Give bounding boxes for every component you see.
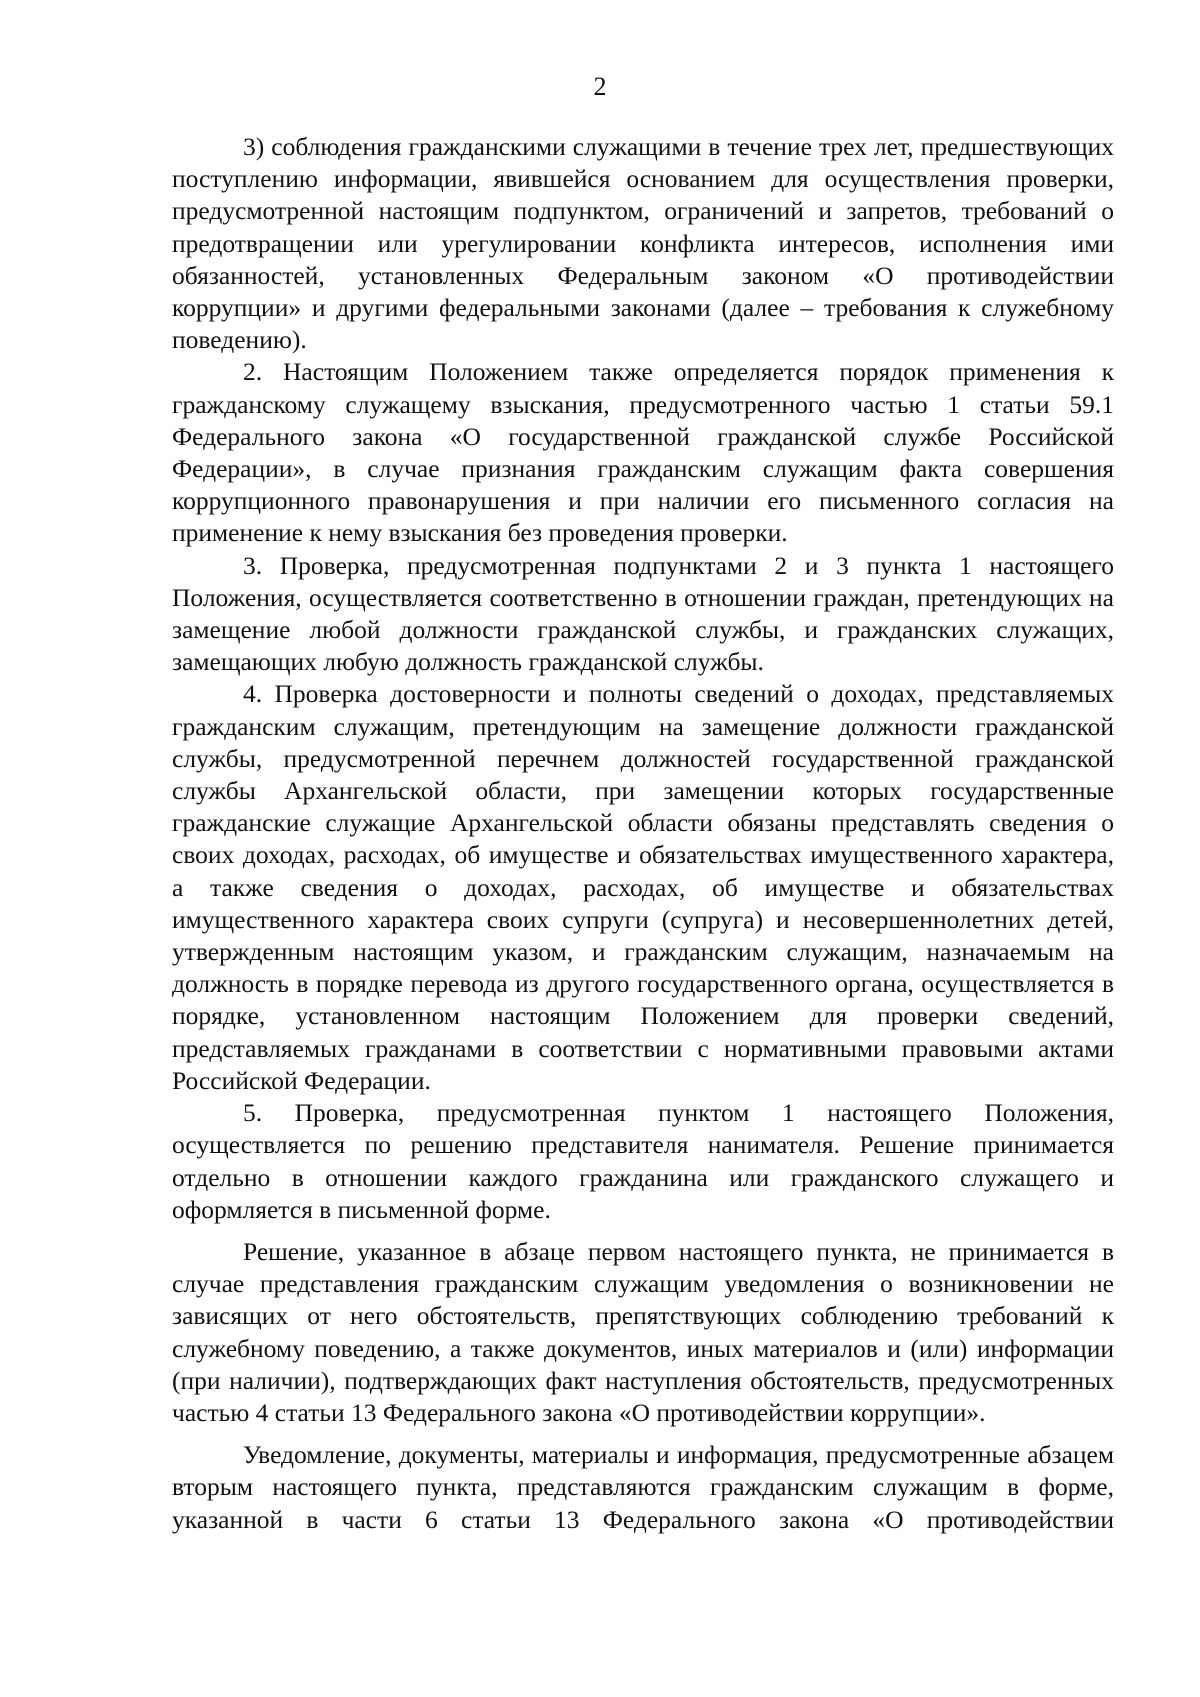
paragraph-section-4: 4. Проверка достоверности и полноты сведений о доходах, представляемых гражданским служащим, претендующим на замещение должности гражданской службы, предусмотренной перечнем должностей государственной гражданской службы Архангельской области, при замещении которых государственные гражданские служащие Архангельской области обязаны представлять сведения о своих доходах, расходах, об имуществе и обязательствах имущественного характера, а также сведения о доходах, расходах, об имуществе и обязательствах имущественного характера своих супруги (супруга) и несовершеннолетних детей, утвержденным настоящим указом, и гражданским служащим, назначаемым на должность в порядке перевода из другого государственного органа, осуществляется в порядке, установленном настоящим Положением для проверки сведений, представляемых гражданами в соответствии с нормативными правовыми актами Российской Федерации. bbox=[172, 679, 1114, 1095]
paragraph-item-3: 3) соблюдения гражданскими служащими в течение трех лет, предшествующих поступлению информации, явившейся основанием для осуществления проверки, предусмотренной настоящим подпунктом, ограничений и запретов, требований о предотвращении или урегулировании конфликта интересов, исполнения ими обязанностей, установленных Федеральным законом «О противодействии коррупции» и другими федеральными законами (далее – требования к служебному поведению). bbox=[172, 132, 1114, 355]
paragraph-decision: Решение, указанное в абзаце первом настоящего пункта, не принимается в случае представления гражданским служащим уведомления о возникновении не зависящих от него обстоятельств, препятствующих соблюдению требований к служебному поведению, а также документов, иных материалов и (или) информации (при наличии), подтверждающих факт наступления обстоятельств, предусмотренных частью 4 статьи 13 Федерального закона «О противодействии коррупции». bbox=[172, 1236, 1114, 1427]
paragraph-section-3: 3. Проверка, предусмотренная подпунктами 2 и 3 пункта 1 настоящего Положения, осуществляется соответственно в отношении граждан, претендующих на замещение любой должности гражданской службы, и гражданских служащих, замещающих любую должность гражданской службы. bbox=[172, 550, 1114, 677]
document-body bbox=[172, 131, 1114, 1536]
paragraph-section-5: 5. Проверка, предусмотренная пунктом 1 настоящего Положения, осуществляется по решению представителя нанимателя. Решение принимается отдельно в отношении каждого гражданина или гражданского служащего и оформляется в письменной форме. bbox=[172, 1098, 1114, 1224]
paragraph-notification: Уведомление, документы, материалы и информация, предусмотренные абзацем вторым настоящего пункта, представляются гражданским служащим в форме, указанной в части 6 статьи 13 Федерального закона «О противодействии bbox=[172, 1440, 1114, 1534]
paragraph-section-2: 2. Настоящим Положением также определяется порядок применения к гражданскому служащему взыскания, предусмотренного частью 1 статьи 59.1 Федерального закона «О государственной гражданской службе Российской Федерации», в случае признания гражданским служащим факта совершения коррупционного правонарушения и при наличии его письменного согласия на применение к нему взыскания без проведения проверки. bbox=[172, 357, 1114, 548]
page-number: 2 bbox=[593, 72, 607, 101]
